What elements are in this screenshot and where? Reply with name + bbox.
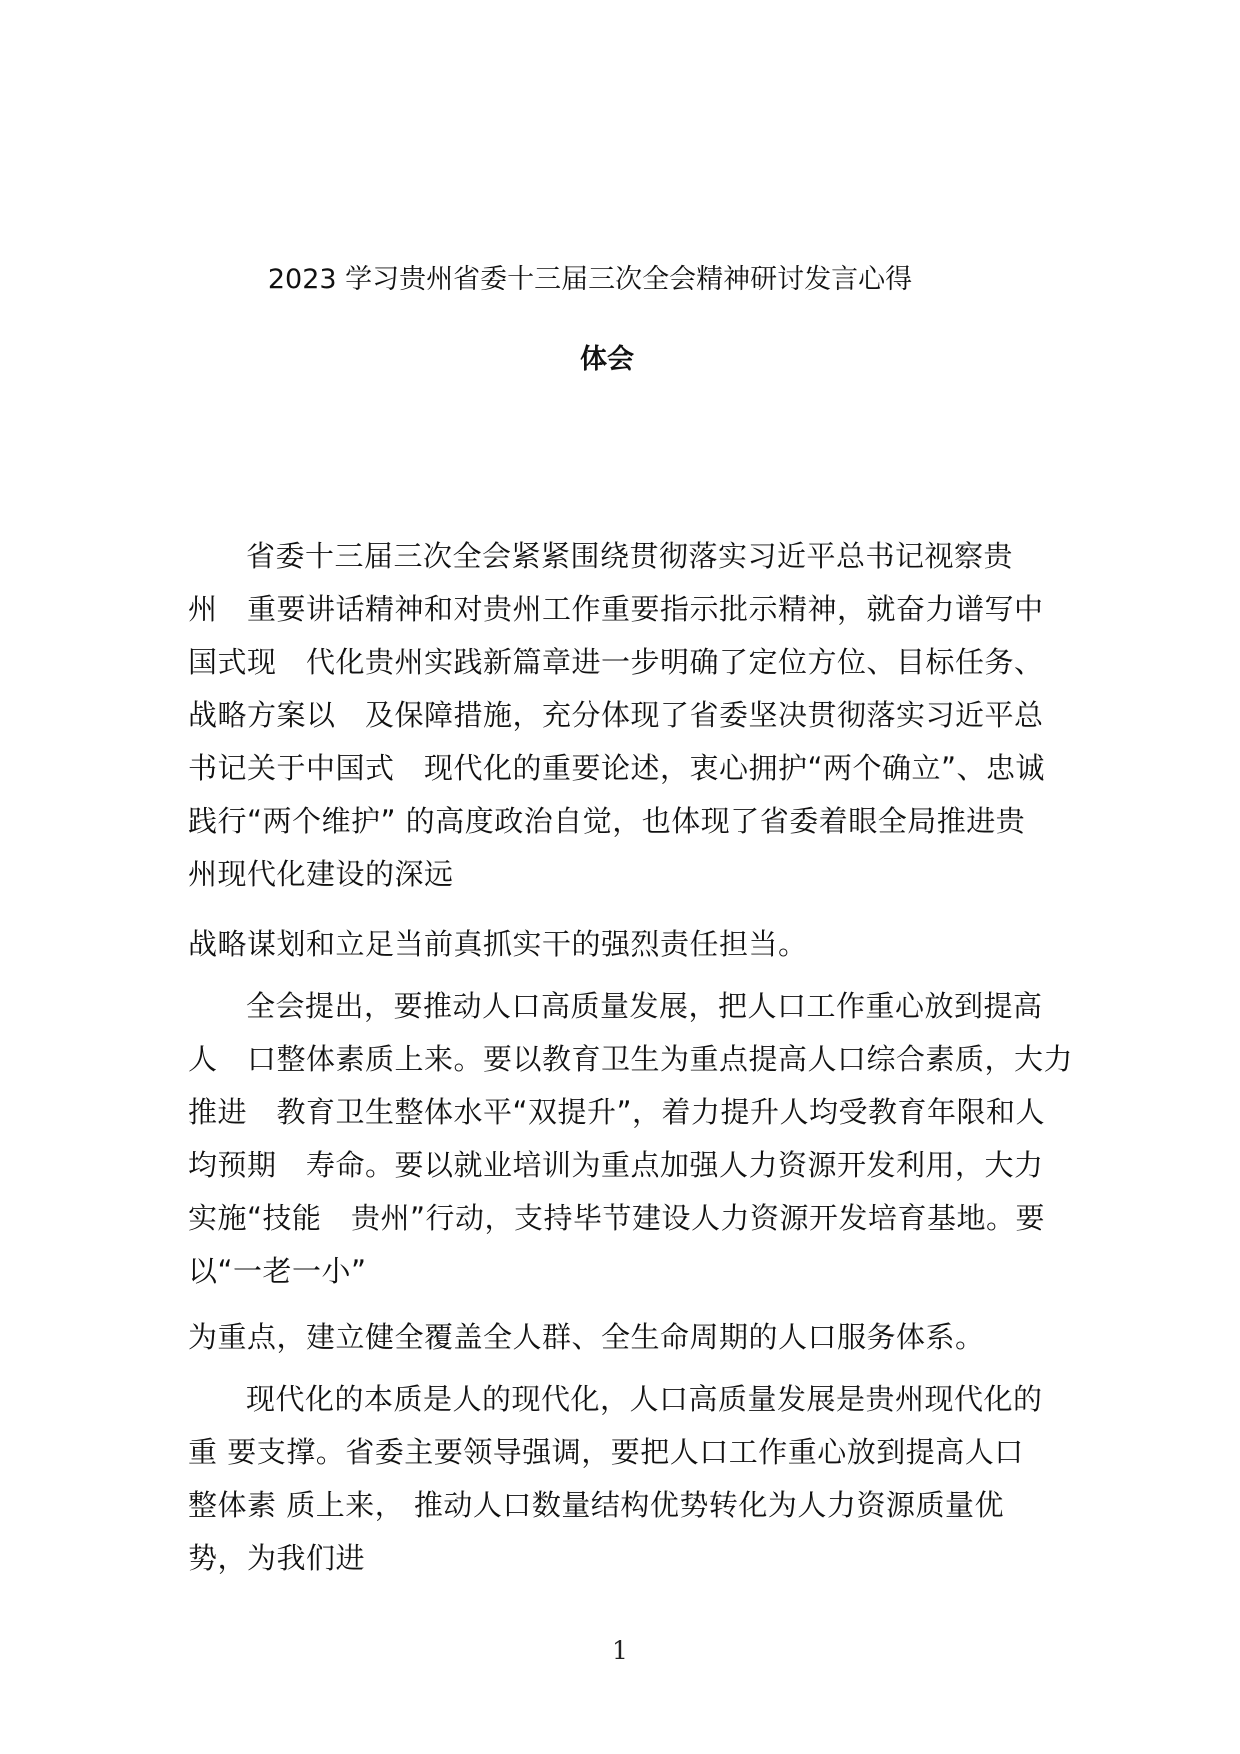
paragraph-line: 重 要支撑。省委主要领导强调，要把人口工作重心放到提高人口 bbox=[188, 1435, 1024, 1469]
page-number: 1 bbox=[612, 1636, 628, 1665]
paragraph-line: 州 重要讲话精神和对贵州工作重要指示批示精神，就奋力谱写中 bbox=[188, 592, 1044, 626]
document-title-line-2: 体会 bbox=[580, 344, 634, 375]
paragraph-line: 现代化的本质是人的现代化，人口高质量发展是贵州现代化的 bbox=[246, 1382, 1043, 1416]
paragraph-line: 国式现 代化贵州实践新篇章进一步明确了定位方位、目标任务、 bbox=[188, 645, 1044, 679]
paragraph-line: 推进 教育卫生整体水平“双提升”，着力提升人均受教育年限和人 bbox=[188, 1095, 1046, 1129]
paragraph-4 bbox=[188, 1311, 1068, 1364]
paragraph-line: 战略谋划和立足当前真抓实干的强烈责任担当。 bbox=[188, 927, 808, 961]
paragraph-line: 人 口整体素质上来。要以教育卫生为重点提高人口综合素质，大力 bbox=[188, 1042, 1074, 1076]
paragraph-line: 战略方案以 及保障措施，充分体现了省委坚决贯彻落实习近平总 bbox=[188, 698, 1044, 732]
paragraph-line: 践行“两个维护” 的高度政治自觉，也体现了省委着眼全局推进贵 bbox=[188, 804, 1026, 838]
paragraph-line: 书记关于中国式 现代化的重要论述，衷心拥护“两个确立”、忠诚 bbox=[188, 751, 1046, 785]
paragraph-5 bbox=[188, 1373, 1068, 1585]
paragraph-line: 以“一老一小” bbox=[188, 1254, 367, 1288]
paragraph-3 bbox=[188, 980, 1074, 1298]
paragraph-line: 均预期 寿命。要以就业培训为重点加强人力资源开发利用，大力 bbox=[188, 1148, 1044, 1182]
document-title-line-1: 2023 学习贵州省委十三届三次全会精神研讨发言心得 bbox=[267, 264, 913, 295]
paragraph-1 bbox=[188, 530, 1068, 901]
paragraph-line: 势，为我们进 bbox=[188, 1541, 366, 1575]
paragraph-line: 实施“技能 贵州”行动，支持毕节建设人力资源开发培育基地。要 bbox=[188, 1201, 1046, 1235]
paragraph-line: 州现代化建设的深远 bbox=[188, 857, 454, 891]
paragraph-2 bbox=[188, 918, 1068, 971]
paragraph-line: 整体素 质上来， 推动人口数量结构优势转化为人力资源质量优 bbox=[188, 1488, 1004, 1522]
paragraph-line: 全会提出，要推动人口高质量发展，把人口工作重心放到提高 bbox=[246, 989, 1043, 1023]
paragraph-line: 省委十三届三次全会紧紧围绕贯彻落实习近平总书记视察贵 bbox=[246, 539, 1014, 573]
paragraph-line: 为重点，建立健全覆盖全人群、全生命周期的人口服务体系。 bbox=[188, 1320, 985, 1354]
